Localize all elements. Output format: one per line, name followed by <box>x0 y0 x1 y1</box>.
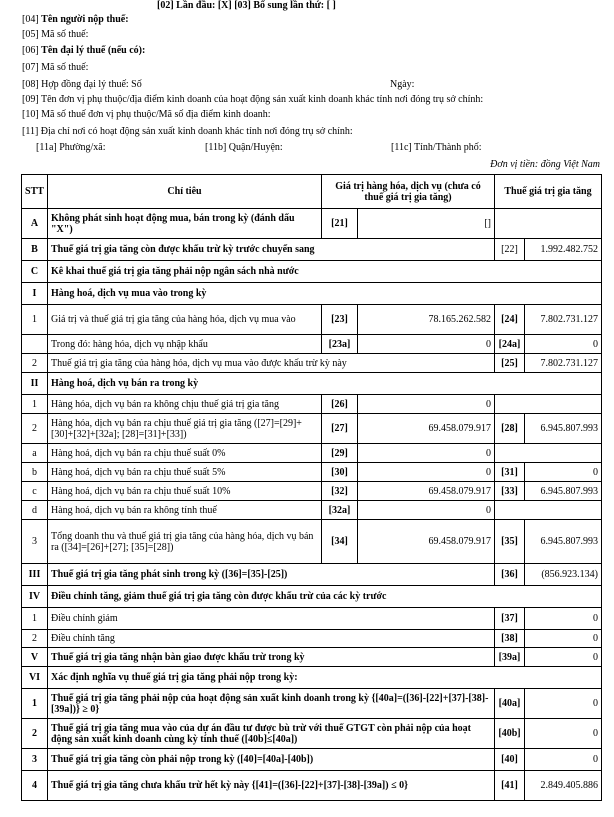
row-stt: 2 <box>22 354 48 373</box>
row-code: [23] <box>322 305 358 335</box>
row-code: [33] <box>495 482 525 501</box>
declaration-type-line: [02] Lần đầu: [X] [03] Bổ sung lần thứ: [ ] <box>157 0 336 11</box>
row-label: Thuế giá trị gia tăng còn phải nộp trong kỳ ([40]=[40a]-[40b]) <box>48 749 495 771</box>
row-stt: 3 <box>22 749 48 771</box>
field-code: [06] <box>22 45 39 56</box>
row-goods-value: 78.165.262.582 <box>358 305 495 335</box>
row-goods-value: 0 <box>358 463 495 482</box>
table-row <box>22 414 602 444</box>
table-row <box>22 373 602 395</box>
table-row <box>22 564 602 586</box>
row-label: Hàng hoá, dịch vụ bán ra chịu thuế suất 5% <box>48 463 322 482</box>
ward-field: [11a] Phường/xã: <box>36 142 106 153</box>
table-row <box>22 283 602 305</box>
row-goods-value: 0 <box>358 395 495 414</box>
row-code: [35] <box>495 520 525 564</box>
row-vat-value: 6.945.807.993 <box>525 520 602 564</box>
row-label: Trong đó: hàng hóa, dịch vụ nhập khẩu <box>48 335 322 354</box>
row-label: Thuế giá trị gia tăng của hàng hóa, dịch vụ mua vào được khấu trừ kỳ này <box>48 354 495 373</box>
row-label: Hàng hóa, dịch vụ bán ra không chịu thuế giá trị gia tăng <box>48 395 322 414</box>
row-stt: C <box>22 261 48 283</box>
row-code: [39a] <box>495 648 525 667</box>
row-code: [32a] <box>322 501 358 520</box>
row-label: Hàng hoá, dịch vụ bán ra không tính thuế <box>48 501 322 520</box>
row-code: [31] <box>495 463 525 482</box>
row-label: Điều chỉnh giảm <box>48 608 495 630</box>
tax-agent-contract-field: [08] Hợp đồng đại lý thuế: Số <box>22 79 142 90</box>
row-stt: 2 <box>22 630 48 648</box>
table-row <box>22 444 602 463</box>
row-stt: 3 <box>22 520 48 564</box>
table-row <box>22 586 602 608</box>
row-stt: d <box>22 501 48 520</box>
row-code: [24a] <box>495 335 525 354</box>
row-label: Hàng hóa, dịch vụ bán ra chịu thuế giá trị gia tăng ([27]=[29]+[30]+[32]+[32a]; [28]=[31]+[33]) <box>48 414 322 444</box>
row-stt: 2 <box>22 414 48 444</box>
dependent-unit-tax-code-field: [10] Mã số thuế đơn vị phụ thuộc/Mã số địa điểm kinh doanh: <box>22 109 271 120</box>
row-stt: a <box>22 444 48 463</box>
row-stt: III <box>22 564 48 586</box>
empty-cell <box>495 444 602 463</box>
table-row <box>22 630 602 648</box>
row-stt: VI <box>22 667 48 689</box>
row-label: Không phát sinh hoạt động mua, bán trong kỳ (đánh dấu "X") <box>48 209 322 239</box>
taxpayer-name-field <box>22 14 129 26</box>
row-vat-value: 7.802.731.127 <box>525 305 602 335</box>
row-code: [23a] <box>322 335 358 354</box>
row-stt: A <box>22 209 48 239</box>
vat-declaration-table <box>21 174 602 801</box>
table-row <box>22 395 602 414</box>
row-goods-value: 0 <box>358 444 495 463</box>
empty-cell <box>495 395 602 414</box>
row-label: Giá trị và thuế giá trị gia tăng của hàng hóa, dịch vụ mua vào <box>48 305 322 335</box>
tax-agent-contract-date: Ngày: <box>390 79 415 90</box>
row-label: Thuế giá trị gia tăng phát sinh trong kỳ ([36]=[35]-[25]) <box>48 564 495 586</box>
row-vat-value: 0 <box>525 749 602 771</box>
row-code: [29] <box>322 444 358 463</box>
row-label: Hàng hoá, dịch vụ bán ra trong kỳ <box>48 373 602 395</box>
row-code: [27] <box>322 414 358 444</box>
table-row <box>22 335 602 354</box>
row-vat-value: 2.849.405.886 <box>525 771 602 801</box>
tax-agent-name-label: Tên đại lý thuế (nếu có): <box>41 45 146 56</box>
header-stt: STT <box>22 175 48 209</box>
empty-cell <box>495 501 602 520</box>
row-label: Điều chỉnh tăng <box>48 630 495 648</box>
row-code: [26] <box>322 395 358 414</box>
row-code: [28] <box>495 414 525 444</box>
row-vat-value: 7.802.731.127 <box>525 354 602 373</box>
table-row <box>22 261 602 283</box>
no-activity-checkbox[interactable]: [] <box>358 209 495 239</box>
table-row <box>22 771 602 801</box>
table-row <box>22 689 602 719</box>
table-row <box>22 463 602 482</box>
currency-unit: Đơn vị tiền: đồng Việt Nam <box>490 159 600 170</box>
empty-cell <box>495 209 602 239</box>
table-row <box>22 482 602 501</box>
table-row <box>22 719 602 749</box>
row-code: [40] <box>495 749 525 771</box>
row-code: [37] <box>495 608 525 630</box>
district-field: [11b] Quận/Huyện: <box>205 142 283 153</box>
row-stt: 1 <box>22 395 48 414</box>
row-label: Hàng hoá, dịch vụ bán ra chịu thuế suất 10% <box>48 482 322 501</box>
row-label: Hàng hoá, dịch vụ bán ra chịu thuế suất 0% <box>48 444 322 463</box>
dependent-unit-name-field: [09] Tên đơn vị phụ thuộc/địa điểm kinh doanh của hoạt động sản xuất kinh doanh khác tỉnh nơi đóng trụ sở chính: <box>22 94 484 105</box>
table-header-row <box>22 175 602 209</box>
row-code: [38] <box>495 630 525 648</box>
row-label: Hàng hoá, dịch vụ mua vào trong kỳ <box>48 283 602 305</box>
row-vat-value: 6.945.807.993 <box>525 414 602 444</box>
row-label: Thuế giá trị gia tăng mua vào của dự án đầu tư được bù trừ với thuế GTGT còn phải nộp của hoạt động sản xuất kinh doanh cùng kỳ tính thuế ([40b]≤[40a]) <box>48 719 495 749</box>
row-vat-value: 0 <box>525 608 602 630</box>
row-vat-value: 0 <box>525 719 602 749</box>
row-stt: 1 <box>22 689 48 719</box>
table-row <box>22 749 602 771</box>
row-stt: 4 <box>22 771 48 801</box>
business-address-field: [11] Địa chỉ nơi có hoạt động sản xuất kinh doanh khác tỉnh nơi đóng trụ sở chính: <box>22 126 353 137</box>
row-vat-value: 0 <box>525 648 602 667</box>
taxpayer-name-label: Tên người nộp thuế: <box>41 14 129 25</box>
row-goods-value: 69.458.079.917 <box>358 482 495 501</box>
row-stt: B <box>22 239 48 261</box>
row-code: [34] <box>322 520 358 564</box>
row-code: [30] <box>322 463 358 482</box>
field-code: [04] <box>22 14 39 25</box>
table-row <box>22 354 602 373</box>
table-row <box>22 209 602 239</box>
row-label: Thuế giá trị gia tăng phải nộp của hoạt động sản xuất kinh doanh trong kỳ {[40a]=([36]-[22]+[37]-[38]-[39a])} ≥ 0} <box>48 689 495 719</box>
row-stt: 1 <box>22 608 48 630</box>
table-row <box>22 608 602 630</box>
row-stt <box>22 335 48 354</box>
row-code: [41] <box>495 771 525 801</box>
row-vat-value: (856.923.134) <box>525 564 602 586</box>
row-vat-value: 0 <box>525 335 602 354</box>
row-stt: V <box>22 648 48 667</box>
row-code: [32] <box>322 482 358 501</box>
tax-agent-name-field <box>22 45 145 57</box>
header-item: Chỉ tiêu <box>48 175 322 209</box>
row-label: Điều chỉnh tăng, giảm thuế giá trị gia tăng còn được khấu trừ của các kỳ trước <box>48 586 602 608</box>
row-stt: 1 <box>22 305 48 335</box>
province-field: [11c] Tỉnh/Thành phố: <box>391 142 482 153</box>
row-code: [40a] <box>495 689 525 719</box>
row-code: [25] <box>495 354 525 373</box>
row-code: [22] <box>495 239 525 261</box>
row-goods-value: 0 <box>358 335 495 354</box>
row-vat-value: 1.992.482.752 <box>525 239 602 261</box>
row-label: Xác định nghĩa vụ thuế giá trị gia tăng phải nộp trong kỳ: <box>48 667 602 689</box>
table-row <box>22 667 602 689</box>
row-label: Thuế giá trị gia tăng còn được khấu trừ kỳ trước chuyển sang <box>48 239 495 261</box>
header-value: Giá trị hàng hóa, dịch vụ (chưa có thuế giá trị gia tăng) <box>322 175 495 209</box>
row-stt: IV <box>22 586 48 608</box>
row-vat-value: 0 <box>525 689 602 719</box>
row-goods-value: 69.458.079.917 <box>358 520 495 564</box>
table-row <box>22 648 602 667</box>
tax-agent-tax-code-field: [07] Mã số thuế: <box>22 62 89 73</box>
taxpayer-tax-code-field: [05] Mã số thuế: <box>22 29 89 40</box>
row-label: Tổng doanh thu và thuế giá trị gia tăng của hàng hóa, dịch vụ bán ra ([34]=[26]+[27]; [35]=[28]) <box>48 520 322 564</box>
table-row <box>22 305 602 335</box>
row-vat-value: 6.945.807.993 <box>525 482 602 501</box>
row-label: Thuế giá trị gia tăng chưa khấu trừ hết kỳ này {[41]=([36]-[22]+[37]-[38]-[39a]) ≤ 0} <box>48 771 495 801</box>
row-label: Thuế giá trị gia tăng nhận bàn giao được khấu trừ trong kỳ <box>48 648 495 667</box>
table-row <box>22 520 602 564</box>
row-goods-value: 0 <box>358 501 495 520</box>
row-vat-value: 0 <box>525 630 602 648</box>
row-code: [36] <box>495 564 525 586</box>
header-vat: Thuế giá trị gia tăng <box>495 175 602 209</box>
row-vat-value: 0 <box>525 463 602 482</box>
table-row <box>22 501 602 520</box>
row-stt: c <box>22 482 48 501</box>
row-label: Kê khai thuế giá trị gia tăng phải nộp ngân sách nhà nước <box>48 261 602 283</box>
table-row <box>22 239 602 261</box>
row-stt: b <box>22 463 48 482</box>
row-code: [21] <box>322 209 358 239</box>
row-stt: I <box>22 283 48 305</box>
row-stt: II <box>22 373 48 395</box>
row-code: [24] <box>495 305 525 335</box>
row-stt: 2 <box>22 719 48 749</box>
row-goods-value: 69.458.079.917 <box>358 414 495 444</box>
row-code: [40b] <box>495 719 525 749</box>
